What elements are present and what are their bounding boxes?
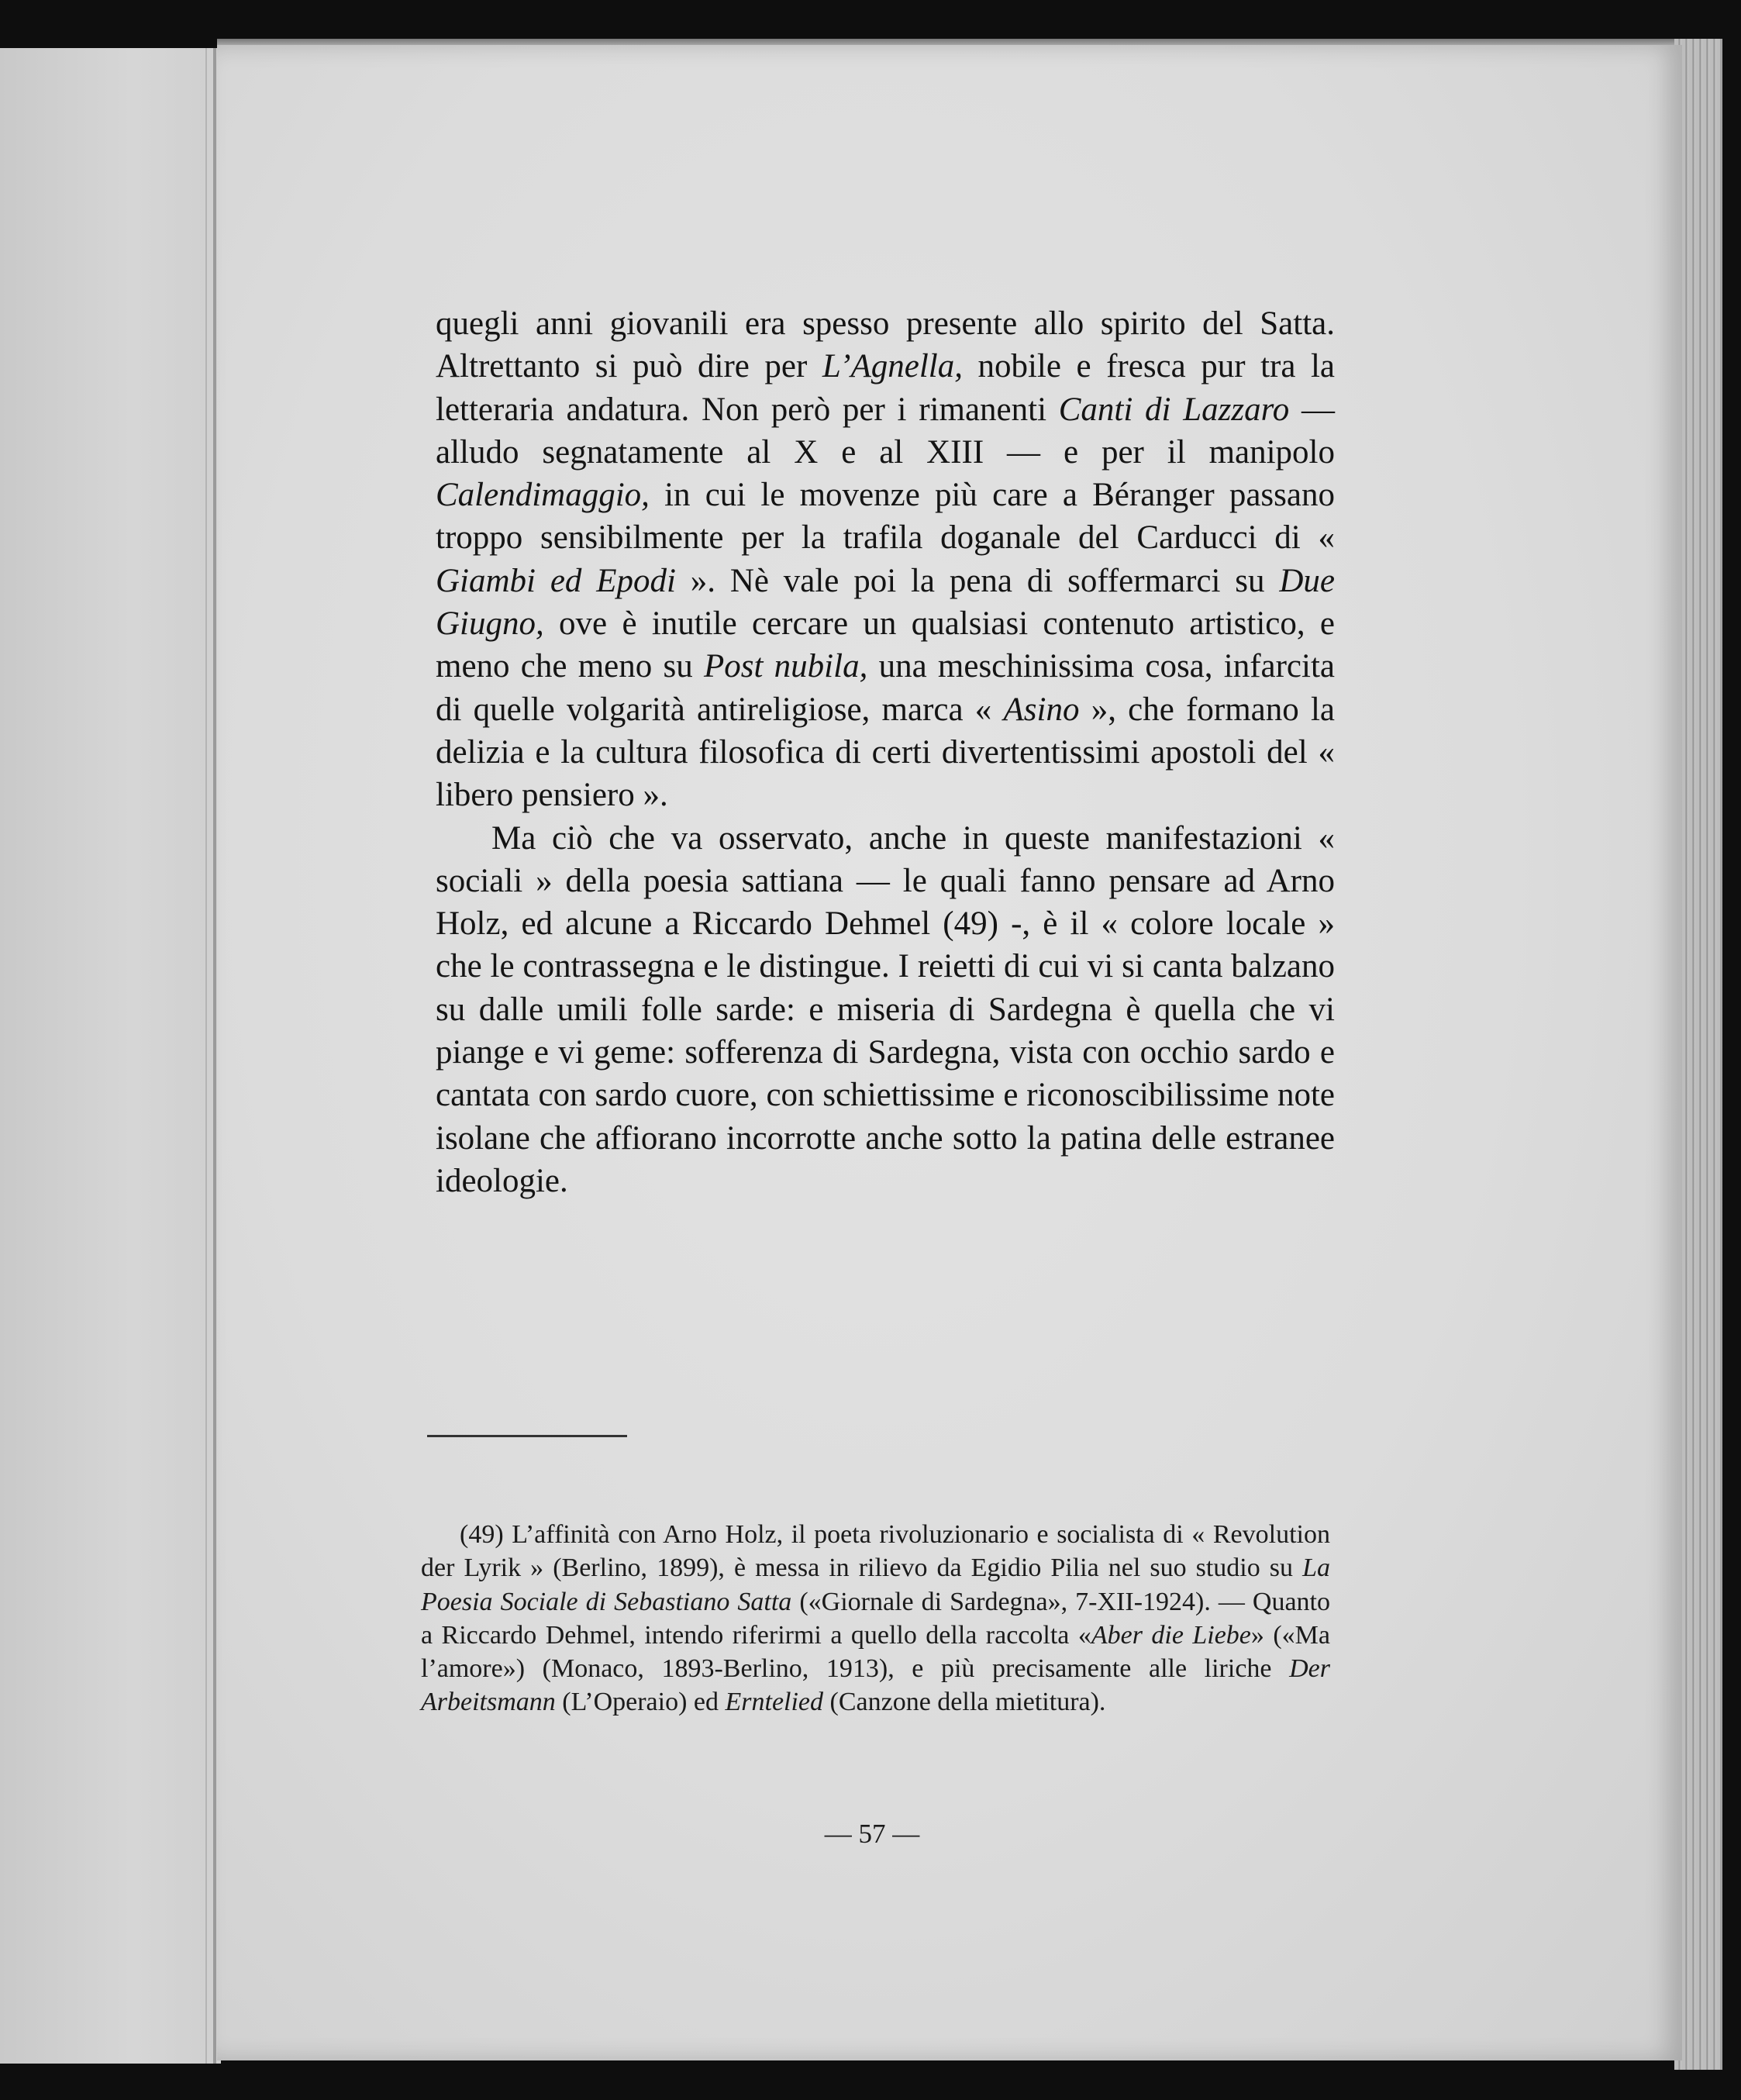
paragraph-1	[436, 302, 1335, 817]
italic-title-3: Canti di Lazzaro	[1058, 391, 1290, 428]
binding-fold	[213, 48, 216, 2064]
text-run-6: (L’Operaio) ed	[555, 1688, 726, 1717]
page-number: — 57 —	[824, 1819, 920, 1849]
italic-title-7: Erntelied	[725, 1688, 824, 1717]
footnote-separator	[427, 1435, 627, 1437]
text-run-10: ove è inutile cercare un qualsiasi contenuto artistico, e meno che meno su	[436, 605, 1335, 685]
italic-title-1: La Poesia Sociale di Sebastiano Satta	[421, 1553, 1330, 1616]
footnote-49	[421, 1518, 1330, 1719]
text-run-12: una meschinissima cosa, infarcita di quelle volgarità antireligiose, marca «	[436, 648, 1335, 728]
italic-title-3: Aber die Liebe	[1091, 1620, 1251, 1650]
text-run-4: » («Ma l’amore») (Monaco, 1893-Berlino, 1913), e più precisamente alle liriche	[421, 1620, 1330, 1684]
italic-title-5: Calendimaggio,	[436, 477, 650, 514]
text-run-0: quegli anni giovanili era spesso presente allo spirito del Satta. Altrettanto si può dire per	[436, 305, 1335, 385]
italic-title-7: Giambi ed Epodi	[436, 562, 676, 599]
italic-title-5: Der Arbeitsmann	[421, 1654, 1330, 1717]
text-run-4: — alludo segnatamente al X e al XIII — e per il manipolo	[436, 391, 1335, 471]
text-run-14: », che formano la delizia e la cultura filosofica di certi divertentissimi apostoli del « libero pensiero ».	[436, 691, 1335, 814]
text-run-2: («Giornale di Sardegna», 7-XII-1924). — Quanto a Riccardo Dehmel, intendo riferirmi a quello della raccolta «	[421, 1587, 1330, 1650]
text-run-0: (49) L’affinità con Arno Holz, il poeta rivoluzionario e socialista di « Revolution der Lyrik » (Berlino, 1899), è messa in rilievo da Egidio Pilia nel suo studio su	[421, 1520, 1330, 1583]
italic-title-11: Post nubila,	[703, 648, 868, 685]
text-run-6: in cui le movenze più care a Béranger passano troppo sensibilmente per la trafila doganale del Carducci di «	[436, 477, 1335, 557]
footnote	[421, 1518, 1330, 1719]
text-run-0: Ma ciò che va osservato, anche in queste manifestazioni « sociali » della poesia sattiana — le quali fanno pensare ad Arno Holz, ed alcune a Riccardo Dehmel (49) -, è il « colore locale » che le contrassegna e le distingue. I reietti di cui vi si canta balzano su dalle umili folle sarde: e miseria di Sardegna è quella che vi piange e vi geme: sofferenza di Sardegna, vista con occhio sardo e cantata con sardo cuore, con schiettissime e riconoscibilissime note isolane che affiorano incorrotte anche sotto la patina delle estranee ideologie.	[436, 819, 1335, 1199]
paragraph-2	[436, 817, 1335, 1203]
left-page-edge	[0, 48, 221, 2064]
text-run-8: ». Nè vale poi la pena di soffermarci su	[675, 562, 1280, 599]
binding-crease	[205, 48, 207, 2064]
body-text	[436, 302, 1335, 1202]
italic-title-1: L’Agnella,	[822, 348, 963, 385]
text-run-8: (Canzone della mietitura).	[823, 1688, 1106, 1717]
text-run-2: nobile e fresca pur tra la letteraria andatura. Non però per i rimanenti	[436, 348, 1335, 428]
italic-title-13: Asino	[1003, 691, 1080, 728]
italic-title-9: Due Giugno,	[436, 562, 1335, 643]
